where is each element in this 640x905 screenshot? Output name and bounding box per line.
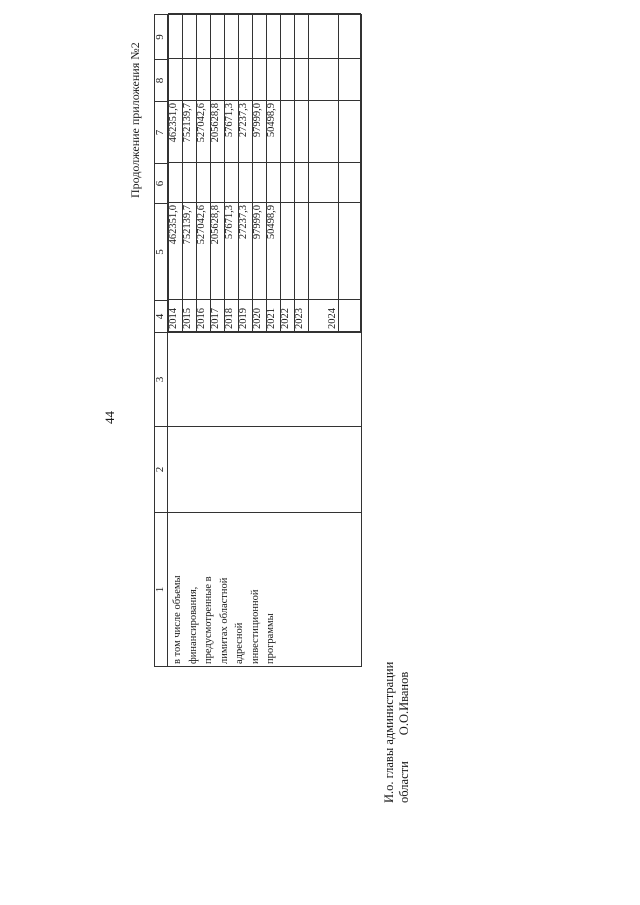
value-cell-8	[295, 59, 309, 101]
filler-row	[339, 14, 361, 332]
year-row	[309, 14, 339, 332]
signature-region: области	[397, 761, 411, 803]
year-cell: 2023	[295, 300, 309, 332]
value-cell-7: 527042,6	[197, 101, 211, 163]
page-number: 44	[102, 411, 117, 424]
appendix-title: Продолжение приложения №2	[128, 42, 142, 198]
value-cell-5	[281, 203, 295, 300]
description-line: в том числе объемы	[172, 575, 183, 664]
column-2-cell	[168, 427, 362, 513]
column-number: 4	[155, 301, 168, 333]
value-cell-9	[295, 14, 309, 59]
yearly-values-block	[168, 15, 362, 333]
value-cell-6	[239, 163, 253, 203]
value-cell-5	[309, 203, 339, 300]
column-number: 5	[155, 204, 168, 301]
value-cell-5: 57671,3	[225, 203, 239, 300]
value-cell-5: 27237,3	[239, 203, 253, 300]
value-cell-9	[183, 14, 197, 59]
value-cell-9	[169, 14, 183, 59]
value-cell-7: 27237,3	[239, 101, 253, 163]
funding-description	[168, 513, 362, 667]
value-cell-8	[169, 59, 183, 101]
appendix-table	[154, 15, 362, 667]
description-line: лимитах областной	[218, 577, 230, 664]
year-cell: 2018	[225, 300, 239, 332]
value-cell-6	[267, 163, 281, 203]
value-cell-5: 527042,6	[197, 203, 211, 300]
signature-block	[397, 672, 412, 803]
year-cell: 2024	[309, 300, 339, 332]
value-cell-6	[281, 163, 295, 203]
filler-cell	[339, 59, 361, 101]
value-cell-7	[281, 101, 295, 163]
value-cell-5: 462351,0	[169, 203, 183, 300]
year-cell: 2014	[169, 300, 183, 332]
value-cell-8	[211, 59, 225, 101]
year-row	[295, 14, 309, 332]
value-cell-6	[197, 163, 211, 203]
filler-cell	[339, 203, 361, 300]
year-row	[281, 14, 295, 332]
description-line: программы	[265, 613, 276, 664]
filler-cell	[339, 163, 361, 203]
value-cell-9	[267, 14, 281, 59]
value-cell-8	[225, 59, 239, 101]
value-cell-6	[211, 163, 225, 203]
signatory-name: О.О.Иванов	[397, 671, 411, 736]
column-number: 7	[155, 102, 168, 164]
value-cell-7: 205628,8	[211, 101, 225, 163]
value-cell-8	[267, 59, 281, 101]
value-cell-8	[281, 59, 295, 101]
value-cell-7	[309, 101, 339, 163]
value-cell-7: 57671,3	[225, 101, 239, 163]
year-cell: 2021	[267, 300, 281, 332]
description-line: финансирования,	[187, 586, 199, 664]
value-cell-6	[169, 163, 183, 203]
year-cell: 2022	[281, 300, 295, 332]
year-row	[239, 14, 253, 332]
year-row	[267, 14, 281, 332]
year-row	[253, 14, 267, 332]
column-number-row	[155, 15, 168, 667]
year-cell: 2017	[211, 300, 225, 332]
column-number: 8	[155, 60, 168, 102]
description-line: предусмотренные в	[203, 576, 214, 664]
funding-row	[168, 15, 362, 667]
value-cell-8	[309, 59, 339, 101]
value-cell-9	[211, 14, 225, 59]
value-cell-9	[253, 14, 267, 59]
value-cell-7: 752139,7	[183, 101, 197, 163]
filler-cell	[339, 14, 361, 59]
value-cell-9	[281, 14, 295, 59]
column-number: 1	[155, 513, 168, 667]
value-cell-8	[183, 59, 197, 101]
signature-title: И.о. главы администрации	[382, 661, 396, 803]
value-cell-6	[309, 163, 339, 203]
value-cell-7: 462351,0	[169, 101, 183, 163]
year-row	[197, 14, 211, 332]
value-cell-5: 205628,8	[211, 203, 225, 300]
description-line: инвестиционной	[249, 589, 261, 664]
value-cell-9	[239, 14, 253, 59]
filler-cell	[339, 300, 361, 332]
value-cell-8	[197, 59, 211, 101]
value-cell-6	[253, 163, 267, 203]
column-number: 2	[155, 427, 168, 513]
value-cell-9	[197, 14, 211, 59]
value-cell-5	[295, 203, 309, 300]
column-number: 9	[155, 15, 168, 60]
value-cell-9	[309, 14, 339, 59]
value-cell-6	[295, 163, 309, 203]
value-cell-7: 50498,9	[267, 101, 281, 163]
filler-cell	[339, 101, 361, 163]
year-cell: 2019	[239, 300, 253, 332]
year-cell: 2016	[197, 300, 211, 332]
column-3-cell	[168, 333, 362, 427]
value-cell-7: 97999,0	[253, 101, 267, 163]
value-cell-6	[183, 163, 197, 203]
year-cell: 2020	[253, 300, 267, 332]
column-number: 3	[155, 333, 168, 427]
value-cell-8	[253, 59, 267, 101]
description-line: адресной	[234, 622, 245, 664]
value-cell-9	[225, 14, 239, 59]
value-cell-5: 97999,0	[253, 203, 267, 300]
value-cell-5: 752139,7	[183, 203, 197, 300]
year-row	[225, 14, 239, 332]
column-number: 6	[155, 164, 168, 204]
year-cell: 2015	[183, 300, 197, 332]
value-cell-8	[239, 59, 253, 101]
value-cell-6	[225, 163, 239, 203]
value-cell-5: 50498,9	[267, 203, 281, 300]
value-cell-7	[295, 101, 309, 163]
year-row	[169, 14, 183, 332]
year-row	[183, 14, 197, 332]
year-row	[211, 14, 225, 332]
